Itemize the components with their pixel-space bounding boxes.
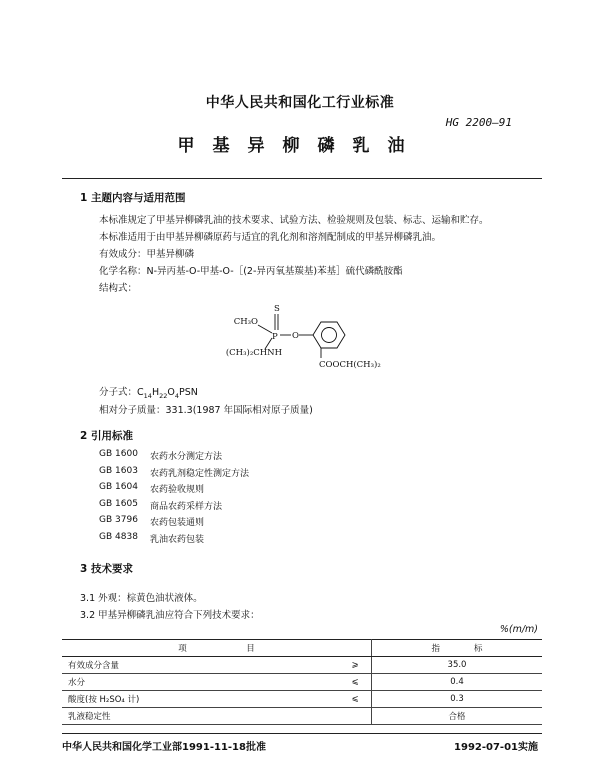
reference-title: 商品农药采样方法 [150,501,223,512]
section-2-heading: 2 引用标准 [80,430,133,442]
applicability-paragraph: 本标准适用于由甲基异柳磷原药与适宜的乳化剂和溶剂配制成的甲基异柳磷乳油。 [99,232,442,243]
row-item: 水分 [62,674,339,691]
molecular-mass: 相对分子质量：331.3(1987 年国际相对原子质量) [99,405,313,416]
formula-label: 分子式： [99,387,138,398]
aromatic-circle [322,328,337,343]
structural-formula [210,300,410,372]
row-sign: ⩽ [339,691,372,708]
molecular-formula: 分子式：$C_{14}H_{22}O_4PSN$ [99,387,198,400]
chemical-name: 化学名称：N-异丙基-O-甲基-O-［(2-异丙氧基羰基)苯基］硫代磷酰胺酯 [99,266,403,277]
row-sign: ⩾ [339,657,372,674]
reference-code: GB 1603 [99,465,138,476]
methoxy-bond [258,325,272,333]
row-value: 0.4 [372,674,543,691]
approval-note: 中华人民共和国化学工业部1991-11-18批准 [62,742,266,753]
section-3-heading: 3 技术要求 [80,563,133,575]
reference-title: 农药包装通则 [150,518,205,528]
title-rule [62,178,542,179]
scope-paragraph: 本标准规定了甲基异柳磷乳油的技术要求、试验方法、检验规则及包装、标志、运输和贮存。 [99,215,489,226]
phosphorus-label: P [272,332,278,342]
row-sign: ⩽ [339,674,372,691]
issuing-organization: 中华人民共和国化工行业标准 [205,95,395,111]
reference-title: 农药乳剂稳定性测定方法 [150,468,250,479]
benzene-ring [313,322,345,348]
table-row [62,708,542,725]
row-item: 乳液稳定性 [62,708,339,725]
ester-label: COOCH(CH₃)₂ [319,360,381,370]
row-item: 酸度(按 H₂SO₄ 计) [62,691,339,708]
table-row [62,691,542,708]
structure-label: 结构式： [99,283,138,294]
row-value: 35.0 [372,657,543,674]
clause-3-2: 3.2 甲基异柳磷乳油应符合下列技术要求： [80,610,260,621]
col-value-header: 指 标 [372,640,543,657]
isopropylamino-label: (CH₃)₂CHNH [225,348,282,358]
reference-code: GB 1600 [99,449,138,459]
methoxy-label: CH₃O [233,317,258,327]
row-item: 有效成分含量 [62,657,339,674]
table-row [62,674,542,691]
reference-title: 乳油农药包装 [150,534,205,545]
reference-code: GB 1605 [99,498,138,509]
section-1-heading: 1 主题内容与适用范围 [80,192,186,204]
spec-table [62,639,542,725]
document-title: 甲基异柳磷乳油 [177,136,423,156]
reference-title: 农药验收规则 [150,485,205,495]
implementation-date: 1992-07-01实施 [454,742,538,753]
reference-code: GB 4838 [99,531,138,542]
oxygen-label: O [292,331,299,341]
footer-rule [62,733,542,734]
reference-title: 农药水分测定方法 [150,452,223,462]
row-sign [339,708,372,725]
active-ingredient: 有效成分：甲基异柳磷 [99,249,195,260]
spec-table-header [62,640,542,657]
row-value: 合格 [372,708,543,725]
standard-number: HG 2200—91 [445,116,512,129]
sulfur-label: S [274,304,280,314]
col-item-header: 项 目 [62,640,372,657]
row-value: 0.3 [372,691,543,708]
reference-code: GB 1604 [99,482,138,492]
reference-code: GB 3796 [99,515,138,525]
unit-label: %(m/m) [499,624,538,635]
clause-3-1: 3.1 外观：棕黄色油状液体。 [80,593,203,604]
table-row [62,657,542,674]
